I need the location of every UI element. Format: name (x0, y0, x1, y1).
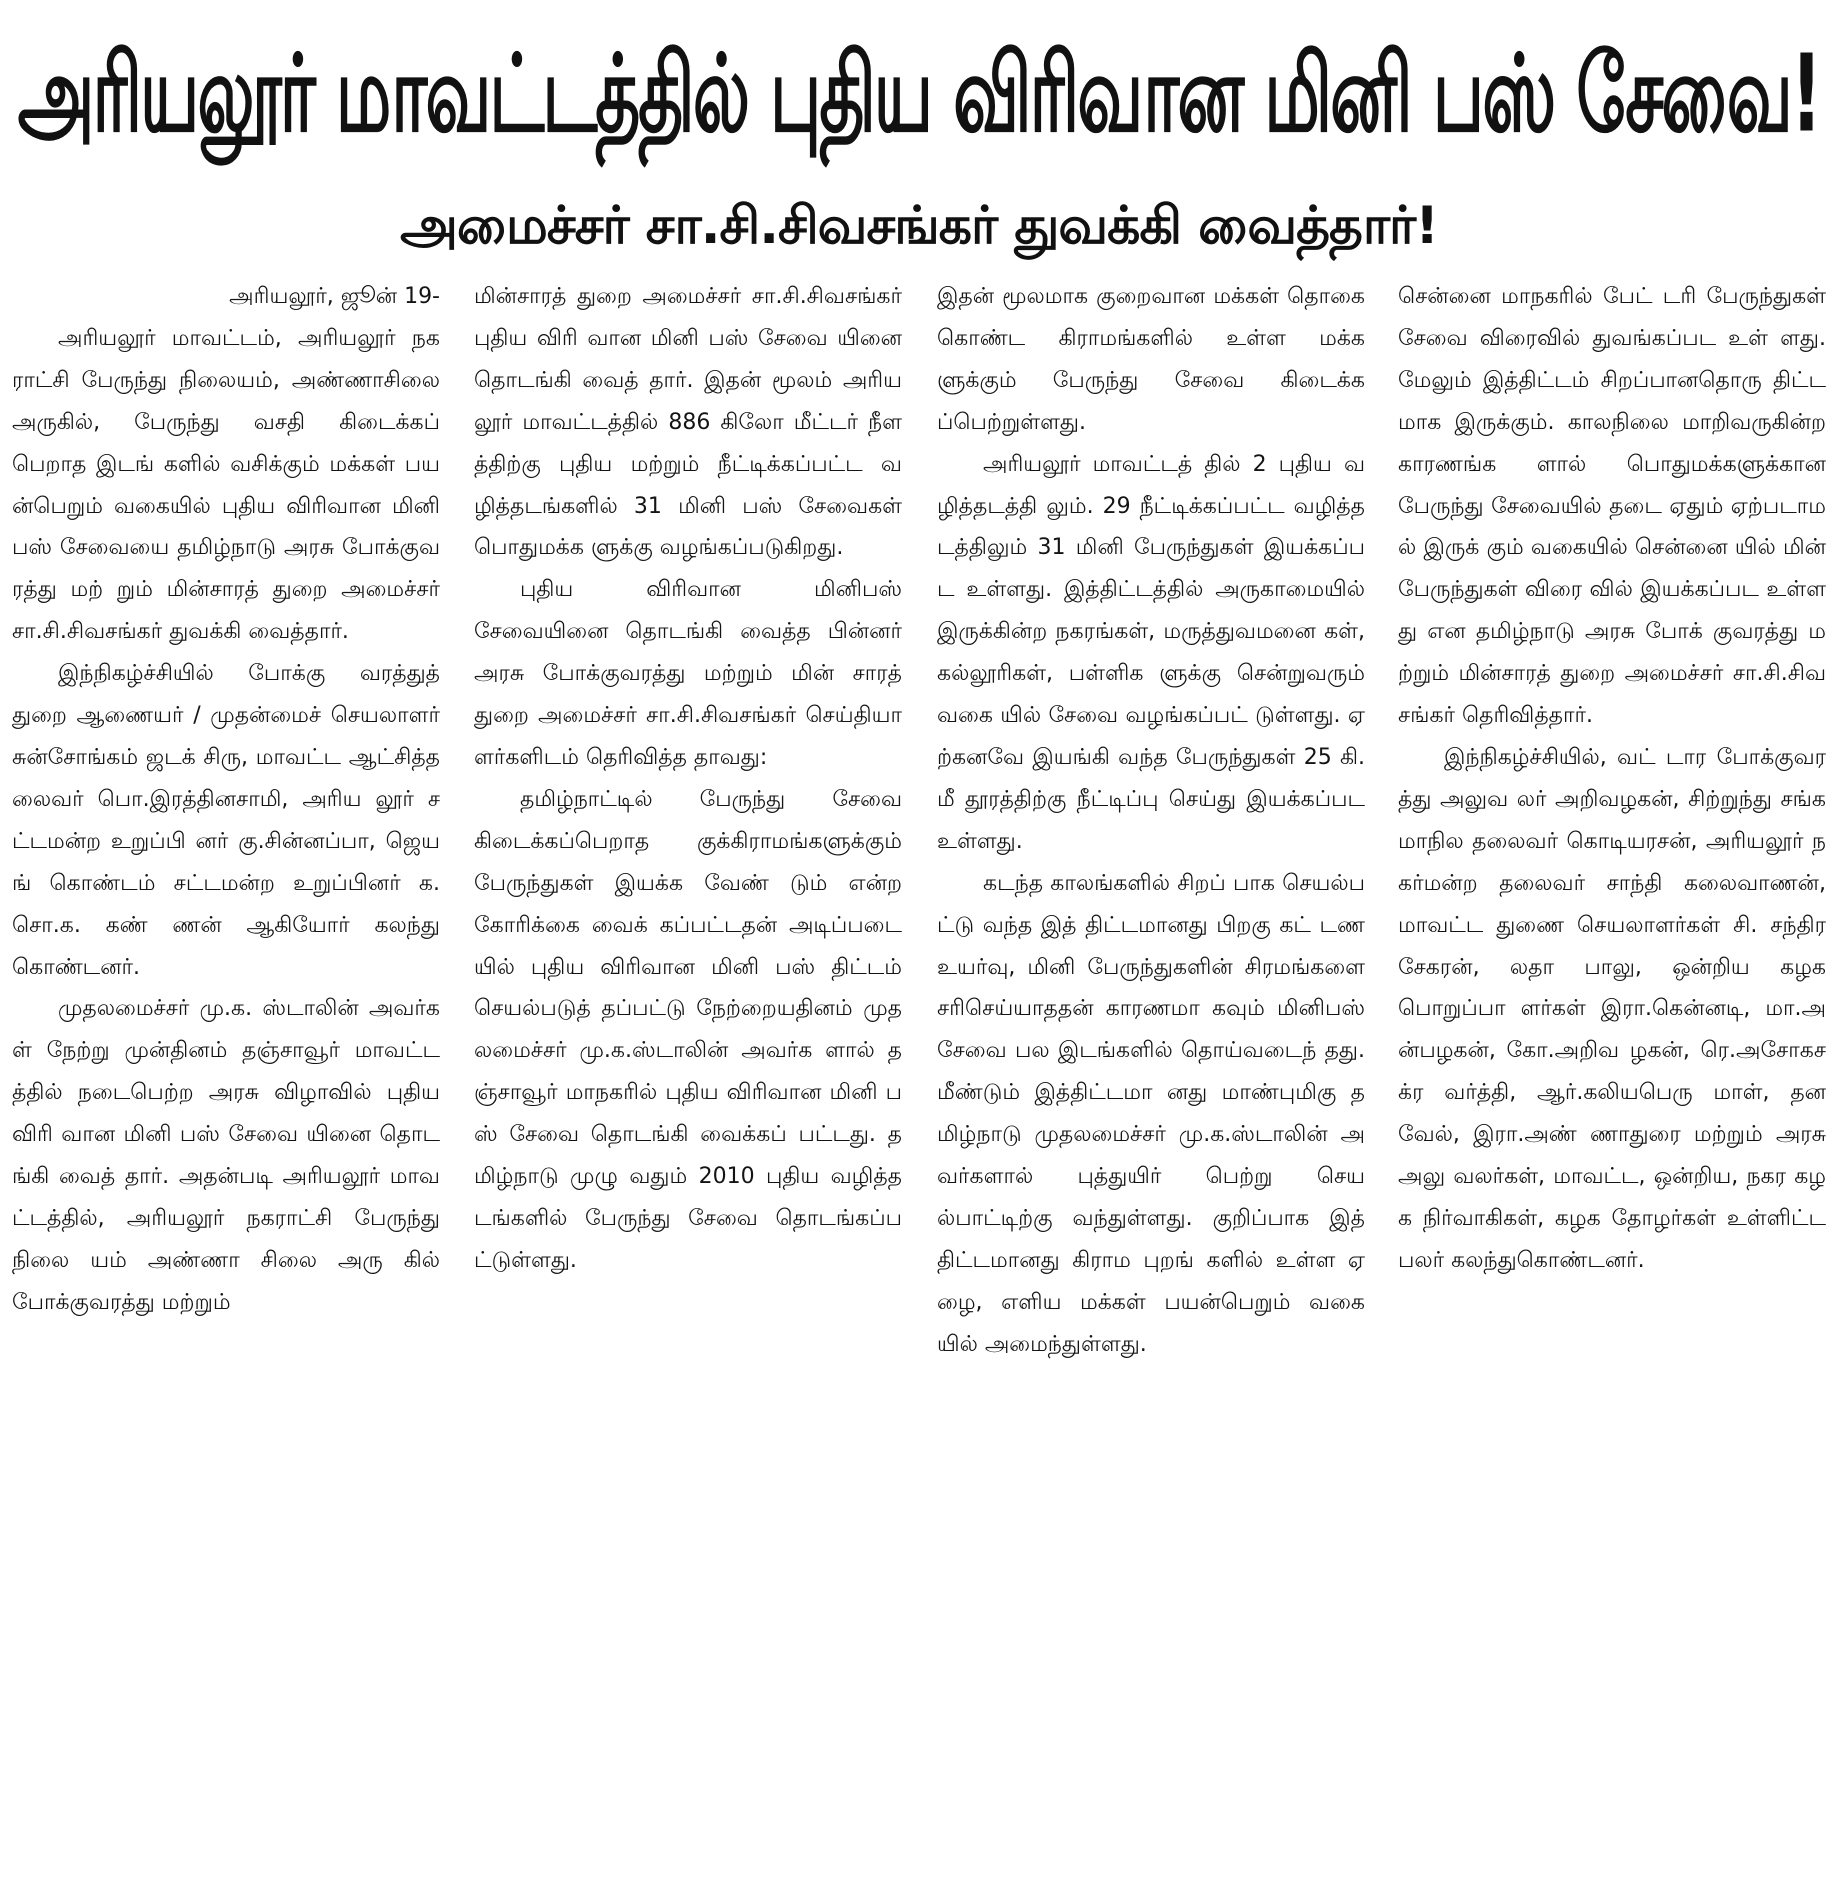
paragraph: முதலமைச்சர் மு.க. ஸ்டாலின் அவர்கள் நேற்று முன்தினம் தஞ்சாவூர் மாவட்டத்தில் நடைபெற்ற அரசு விழாவில் புதிய விரி வான மினி பஸ் சேவை யினை தொடங்கி வைத் தார். அதன்படி அரியலூர் மாவட்டத்தில், அரியலூர் நகராட்சி பேருந்து நிலை யம் அண்ணா சிலை அரு கில் போக்குவரத்து மற்றும் (12, 996, 440, 1315)
paragraph: இந்நிகழ்ச்சியில் போக்கு வரத்துத் துறை ஆணையர் / முதன்மைச் செயலாளர் சுன்சோங்கம் ஜடக் சிரு, மாவட்ட ஆட்சித்தலைவர் பொ.இரத்தினசாமி, அரிய லூர் சட்டமன்ற உறுப்பி னர் கு.சின்னப்பா, ஜெயங் கொண்டம் சட்டமன்ற உறுப்பினர் க.சொ.க. கண் ணன் ஆகியோர் கலந்து கொண்டனர். (12, 661, 440, 980)
paragraph: தமிழ்நாட்டில் பேருந்து சேவை கிடைக்கப்பெறாத குக்கிராமங்களுக்கும் பேருந்துகள் இயக்க வேண் டும் என்ற கோரிக்கை வைக் கப்பட்டதன் அடிப்படை யில் புதிய விரிவான மினி பஸ் திட்டம் செயல்படுத் தப்பட்டு நேற்றையதினம் முதலமைச்சர் மு.க.ஸ்டாலின் அவர்க ளால் தஞ்சாவூர் மாநகரில் புதிய விரிவான மினி பஸ் சேவை தொடங்கி வைக்கப் பட்டது. தமிழ்நாடு முழு வதும் 2010 புதிய வழித்த டங்களில் பேருந்து சேவை தொடங்கப்பட்டுள்ளது. (474, 786, 902, 1273)
headline: அரியலூர் மாவட்டத்தில் புதிய விரிவான மினி பஸ் சேவை! (17, 33, 1821, 157)
paragraph: அரியலூர் மாவட்டத் தில் 2 புதிய வழித்தடத்தி லும். 29 நீட்டிக்கப்பட்ட வழித்தடத்திலும் 31 மினி பேருந்துகள் இயக்கப்பட உள்ளது. இத்திட்டத்தில் அருகாமையில் இருக்கின்ற நகரங்கள், மருத்துவமனை கள், கல்லூரிகள், பள்ளிக ளுக்கு சென்றுவரும் வகை யில் சேவை வழங்கப்பட் டுள்ளது. ஏற்கனவே இயங்கி வந்த பேருந்துகள் 25 கி.மீ தூரத்திற்கு நீட்டிப்பு செய்து இயக்கப்பட உள்ளது. (937, 451, 1365, 854)
paragraph: இதன் மூலமாக குறைவான மக்கள் தொகை கொண்ட கிராமங்களில் உள்ள மக்க ளுக்கும் பேருந்து சேவை கிடைக்கப்பெற்றுள்ளது. (937, 284, 1365, 435)
paragraph: இந்நிகழ்ச்சியில், வட் டார போக்குவரத்து அலுவ லர் அறிவழகன், சிற்றுந்து சங்க மாநில தலைவர் கொடியரசன், அரியலூர் நகர்மன்ற தலைவர் சாந்தி கலைவாணன், மாவட்ட துணை செயலாளர்கள் சி. சந்திரசேகரன், லதா பாலு, ஒன்றிய கழக பொறுப்பா ளர்கள் இரா.கென்னடி, மா.அன்பழகன், கோ.அறிவ ழகன், ரெ.அசோகசக்ர வர்த்தி, ஆர்.கலியபெரு மாள், தனவேல், இரா.அண் ணாதுரை மற்றும் அரசு அலு வலர்கள், மாவட்ட, ஒன்றிய, நகர கழக நிர்வாகிகள், கழக தோழர்கள் உள்ளிட்ட பலர் கலந்துகொண்டனர். (1398, 744, 1826, 1273)
column-2 (474, 276, 902, 1888)
paragraph: சென்னை மாநகரில் பேட் டரி பேருந்துகள் சேவை விரைவில் துவங்கப்பட உள் ளது. மேலும் இத்திட்டம் சிறப்பானதொரு திட்ட மாக இருக்கும். காலநிலை மாறிவருகின்ற காரணங்க ளால் பொதுமக்களுக்கான பேருந்து சேவையில் தடை ஏதும் ஏற்படாமல் இருக் கும் வகையில் சென்னை யில் மின் பேருந்துகள் விரை வில் இயக்கப்பட உள்ளது என தமிழ்நாடு அரசு போக் குவரத்து மற்றும் மின்சாரத் துறை அமைச்சர் சா.சி.சிவ சங்கர் தெரிவித்தார். (1398, 284, 1826, 729)
column-1 (12, 276, 440, 1888)
paragraph: அரியலூர் மாவட்டம், அரியலூர் நகராட்சி பேருந்து நிலையம், அண்ணாசிலை அருகில், பேருந்து வசதி கிடைக்கப் பெறாத இடங் களில் வசிக்கும் மக்கள் பயன்பெறும் வகையில் புதிய விரிவான மினி பஸ் சேவையை தமிழ்நாடு அரசு போக்குவரத்து மற் றும் மின்சாரத் துறை அமைச்சர் சா.சி.சிவசங்கர் துவக்கி வைத்தார். (12, 325, 440, 645)
subheadline: அமைச்சர் சா.சி.சிவசங்கர் துவக்கி வைத்தார்! (400, 196, 1438, 256)
paragraph: புதிய விரிவான மினிபஸ் சேவையினை தொடங்கி வைத்த பின்னர் அரசு போக்குவரத்து மற்றும் மின் சாரத் துறை அமைச்சர் சா.சி.சிவசங்கர் செய்தியா ளர்களிடம் தெரிவித்த தாவது: (474, 577, 902, 770)
paragraph: மின்சாரத் துறை அமைச்சர் சா.சி.சிவசங்கர் புதிய விரி வான மினி பஸ் சேவை யினை தொடங்கி வைத் தார். இதன் மூலம் அரியலூர் மாவட்டத்தில் 886 கிலோ மீட்டர் நீளத்திற்கு புதிய மற்றும் நீட்டிக்கப்பட்ட வழித்தடங்களில் 31 மினி பஸ் சேவைகள் பொதுமக்க ளுக்கு வழங்கப்படுகிறது. (474, 284, 902, 561)
paragraph: கடந்த காலங்களில் சிறப் பாக செயல்பட்டு வந்த இத் திட்டமானது பிறகு கட் டண உயர்வு, மினி பேருந்துகளின் சிரமங்களை சரிசெய்யாததன் காரணமா கவும் மினிபஸ் சேவை பல இடங்களில் தொய்வடைந் தது. மீண்டும் இத்திட்டமா னது மாண்புமிகு தமிழ்நாடு முதலமைச்சர் மு.க.ஸ்டாலின் அவர்களால் புத்துயிர் பெற்று செயல்பாட்டிற்கு வந்துள்ளது. குறிப்பாக இத் திட்டமானது கிராம புறங் களில் உள்ள ஏழை, எளிய மக்கள் பயன்பெறும் வகை யில் அமைந்துள்ளது. (937, 870, 1365, 1357)
column-3 (937, 276, 1365, 1888)
article-body (12, 276, 1824, 1888)
column-4 (1398, 276, 1826, 1888)
dateline: அரியலூர், ஜூன் 19- (229, 284, 440, 309)
